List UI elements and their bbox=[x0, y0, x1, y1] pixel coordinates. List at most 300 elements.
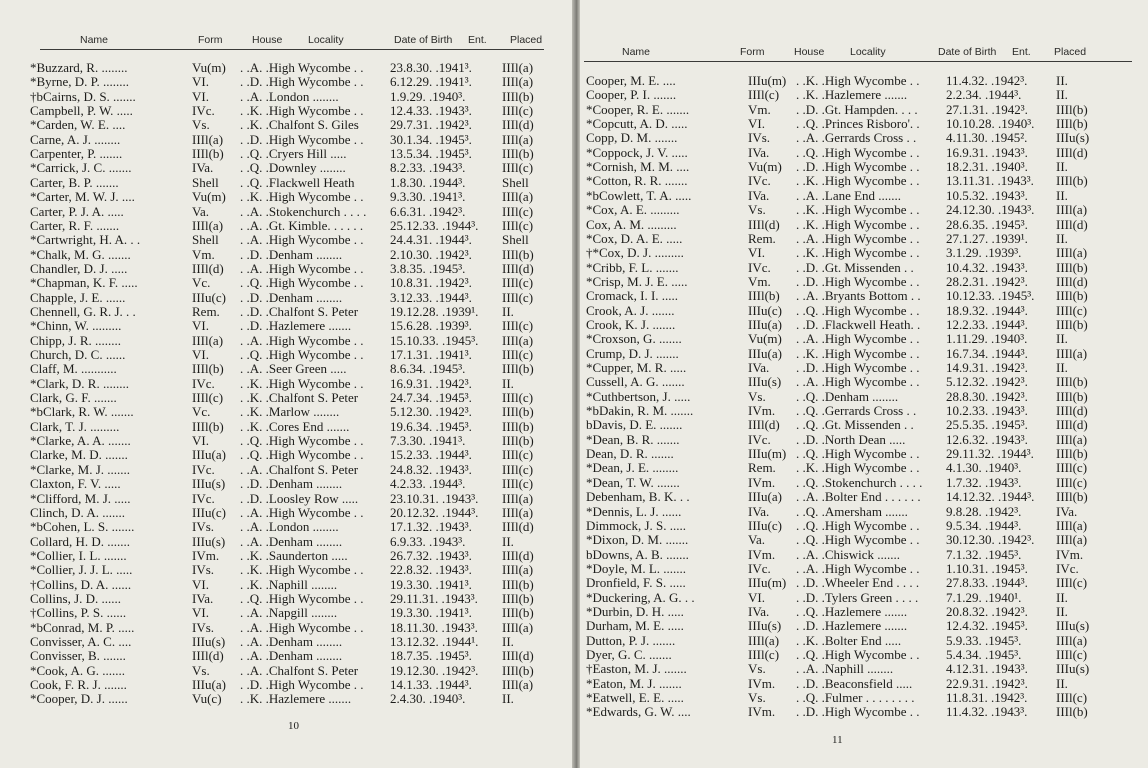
entry-dob-ent: 19.12.30. .1942³. bbox=[390, 662, 479, 678]
entry-form: IIIl(a) bbox=[192, 217, 224, 233]
header-ent: Ent. bbox=[1012, 46, 1031, 58]
entry-placed: IIIl(d) bbox=[1056, 144, 1088, 160]
entry-house-locality: . .K. .High Wycombe . . bbox=[796, 73, 920, 88]
entry-dob-ent: 7.1.32. .1945³. bbox=[946, 546, 1022, 562]
entry-placed: IIIl(a) bbox=[502, 504, 534, 520]
entry-form: IIIu(c) bbox=[192, 504, 226, 520]
entry-form: Vu(c) bbox=[192, 691, 222, 707]
entry-placed: II. bbox=[502, 303, 514, 319]
entry-form: IIIu(s) bbox=[748, 374, 782, 390]
entry-placed: IIIl(c) bbox=[1056, 460, 1088, 476]
header-locality: Locality bbox=[308, 34, 344, 46]
entry-house-locality: . .Q. .Stokenchurch . . . . bbox=[796, 474, 923, 490]
entry-house-locality: . .D. .Gt. Missenden . . bbox=[796, 259, 914, 275]
entry-house-locality: . .K. .Cores End ....... bbox=[240, 418, 350, 434]
entry-placed: IIIl(a) bbox=[1056, 517, 1088, 533]
entry-dob-ent: 2.4.30. .1940³. bbox=[390, 691, 466, 707]
entry-form: Va. bbox=[748, 532, 765, 548]
entry-house-locality: . .A. .Denham ........ bbox=[240, 634, 343, 649]
entry-placed: IIIl(b) bbox=[1056, 388, 1088, 404]
entry-house-locality: . .Q. .High Wycombe . . bbox=[796, 532, 920, 548]
entry-house-locality: . .D. .Beaconsfield ..... bbox=[796, 675, 913, 691]
entry-dob-ent: 10.10.28. .1940³. bbox=[946, 116, 1035, 132]
entry-placed: II. bbox=[1056, 603, 1068, 619]
entry-dob-ent: 29.11.32. .1944³. bbox=[946, 446, 1034, 462]
entry-house-locality: . .K. .Hazlemere ....... bbox=[796, 87, 908, 103]
entry-dob-ent: 9.3.30. .1941³. bbox=[390, 189, 466, 205]
entry-house-locality: . .A. .High Wycombe . . bbox=[240, 332, 364, 348]
entry-form: VI. bbox=[192, 433, 209, 449]
entry-house-locality: . .K. .Bolter End ..... bbox=[796, 632, 902, 648]
entry-form: IIIu(s) bbox=[192, 634, 226, 649]
entry-form: IIIu(s) bbox=[748, 618, 782, 634]
entry-form: IIIl(b) bbox=[192, 418, 224, 434]
entry-dob-ent: 28.6.35. .1945³. bbox=[946, 216, 1028, 232]
entry-name: *Copcutt, A. D. ..... bbox=[586, 116, 688, 132]
header-placed: Placed bbox=[1054, 46, 1087, 58]
entry-form: IIIu(s) bbox=[192, 476, 226, 492]
entry-name: Cook, F. R. J. ....... bbox=[30, 677, 127, 693]
entry-placed: II. bbox=[1056, 159, 1068, 175]
entry-placed: IIIl(b) bbox=[502, 404, 534, 420]
entry-form: IIIl(a) bbox=[192, 131, 224, 147]
entry-name: Collard, H. D. ....... bbox=[30, 533, 131, 549]
entry-house-locality: . .A. .High Wycombe . . bbox=[796, 230, 920, 246]
entry-dob-ent: 29.11.31. .1943³. bbox=[390, 590, 478, 606]
entry-name: Clark, G. F. ....... bbox=[30, 390, 117, 406]
entry-house-locality: . .D. .High Wycombe . . bbox=[240, 74, 364, 90]
entry-name: †Collins, P. S. ...... bbox=[30, 605, 127, 621]
entry-placed: IIIl(b) bbox=[502, 590, 534, 606]
entry-form: VI. bbox=[192, 88, 209, 104]
entry-dob-ent: 3.1.29. .1939³. bbox=[946, 245, 1022, 261]
entry-dob-ent: 29.7.31. .1942³. bbox=[390, 117, 472, 133]
entry-name: Clinch, D. A. ....... bbox=[30, 504, 125, 520]
entry-house-locality: . .A. .Stokenchurch . . . . bbox=[240, 203, 367, 219]
entry-form: Shell bbox=[192, 232, 219, 248]
entry-house-locality: . .A. .High Wycombe . . bbox=[796, 560, 920, 576]
entry-dob-ent: 22.9.31. .1942³. bbox=[946, 675, 1028, 691]
entry-name: *Cartwright, H. A. . . bbox=[30, 232, 141, 248]
entry-form: VI. bbox=[748, 589, 765, 605]
entry-name: *Clifford, M. J. ..... bbox=[30, 490, 131, 506]
entry-form: Rem. bbox=[748, 230, 776, 246]
header-locality: Locality bbox=[850, 46, 886, 58]
entry-house-locality: . .Q. .Hazlemere ....... bbox=[796, 603, 908, 619]
header-dob: Date of Birth bbox=[938, 46, 997, 58]
entry-placed: IIIl(d) bbox=[502, 519, 534, 535]
entry-placed: IIIl(d) bbox=[502, 117, 534, 133]
entry-form: IIIu(m) bbox=[748, 446, 787, 462]
entry-house-locality: . .A. .High Wycombe . . bbox=[240, 260, 364, 276]
entry-placed: IIIl(b) bbox=[1056, 259, 1088, 275]
entry-house-locality: . .A. .Naphill ........ bbox=[796, 661, 894, 677]
entry-dob-ent: 14.1.33. .1944³. bbox=[390, 677, 472, 693]
right-page bbox=[580, 0, 1148, 768]
entry-name: *Cox, A. E. ......... bbox=[586, 202, 680, 218]
entry-house-locality: . .Q. .Downley ........ bbox=[240, 160, 346, 176]
entry-form: IIIu(c) bbox=[748, 517, 782, 533]
entry-placed: IIIl(b) bbox=[1056, 446, 1088, 462]
entry-name: Dyer, G. C. ....... bbox=[586, 647, 672, 662]
entry-form: IVc. bbox=[748, 560, 771, 576]
entry-name: *Dean, J. E. ........ bbox=[586, 460, 679, 476]
entry-house-locality: . .K. .High Wycombe . . bbox=[240, 562, 364, 578]
entry-placed: IIIl(c) bbox=[1056, 690, 1088, 706]
entry-name: Chandler, D. J. ..... bbox=[30, 260, 128, 276]
entry-name: *bConrad, M. P. ..... bbox=[30, 619, 135, 635]
entry-form: Vm. bbox=[748, 273, 771, 289]
entry-dob-ent: 13.5.34. .1945³. bbox=[390, 146, 472, 162]
entry-form: IVa. bbox=[748, 360, 770, 375]
entry-house-locality: . .A. .High Wycombe . . bbox=[240, 504, 364, 520]
entry-name: Carne, A. J. ........ bbox=[30, 131, 121, 147]
entry-form: IIIl(d) bbox=[192, 260, 224, 276]
entry-form: Shell bbox=[192, 174, 219, 190]
entry-placed: IIIl(d) bbox=[502, 260, 534, 276]
entry-house-locality: . .Q. .High Wycombe . . bbox=[240, 590, 364, 606]
entry-form: VI. bbox=[748, 245, 765, 261]
entry-placed: II. bbox=[1056, 675, 1068, 691]
entry-dob-ent: 5.9.33. .1945³. bbox=[946, 632, 1022, 648]
entry-dob-ent: 20.12.32. .1944³. bbox=[390, 504, 479, 520]
entry-house-locality: . .A. .Chiswick ....... bbox=[796, 546, 900, 562]
entry-placed: II. bbox=[1056, 230, 1068, 246]
entry-placed: IIIl(c) bbox=[502, 203, 534, 219]
entry-house-locality: . .K. .High Wycombe . . bbox=[796, 345, 920, 361]
entry-placed: IIIl(a) bbox=[502, 74, 534, 90]
header-form: Form bbox=[198, 34, 223, 46]
entry-name: *Cooper, R. E. ....... bbox=[586, 101, 690, 117]
entry-name: Claff, M. ........... bbox=[30, 361, 117, 377]
entry-form: IVm. bbox=[748, 704, 776, 720]
header-dob: Date of Birth bbox=[394, 34, 453, 46]
entry-form: IIIl(d) bbox=[748, 417, 780, 433]
header-name: Name bbox=[622, 46, 651, 58]
entry-form: Vu(m) bbox=[192, 189, 226, 205]
entry-form: IIIu(m) bbox=[748, 73, 787, 88]
entry-name: Carter, R. F. ....... bbox=[30, 217, 120, 233]
entry-house-locality: . .A. .Gt. Kimble. . . . . . bbox=[240, 217, 364, 233]
entry-name: bDavis, D. E. ....... bbox=[586, 417, 683, 433]
entry-form: Vs. bbox=[748, 690, 766, 706]
entry-form: IIIu(a) bbox=[192, 447, 226, 463]
entry-dob-ent: 20.8.32. .1942³. bbox=[946, 603, 1028, 619]
entry-name: Carter, P. J. A. ..... bbox=[30, 203, 124, 219]
entry-form: Va. bbox=[192, 203, 209, 219]
entry-name: *Byrne, D. P. ........ bbox=[30, 74, 129, 90]
entry-dob-ent: 16.7.34. .1944³. bbox=[946, 345, 1028, 361]
entry-placed: IIIl(a) bbox=[1056, 345, 1088, 361]
entry-dob-ent: 30.12.30. .1942³. bbox=[946, 532, 1035, 548]
entry-form: IIIl(a) bbox=[748, 632, 780, 648]
entry-house-locality: . .Q. .High Wycombe . . bbox=[240, 275, 364, 291]
entry-form: IVs. bbox=[192, 562, 215, 578]
entry-name: *Clarke, M. J. ....... bbox=[30, 461, 131, 477]
entry-name: *Carden, W. E. .... bbox=[30, 117, 126, 133]
entry-name: †*Cox, D. J. ......... bbox=[586, 245, 684, 261]
entry-name: *Carrick, J. C. ....... bbox=[30, 160, 132, 176]
entry-placed: IIIl(b) bbox=[502, 576, 534, 592]
entry-placed: IIIl(d) bbox=[1056, 273, 1088, 289]
entry-house-locality: . .D. .High Wycombe . . bbox=[796, 704, 920, 720]
entry-form: IIIu(m) bbox=[748, 575, 787, 591]
entry-dob-ent: 22.8.32. .1943³. bbox=[390, 562, 472, 578]
entry-form: IVc. bbox=[748, 173, 771, 189]
entry-dob-ent: 10.8.31. .1942³. bbox=[390, 275, 472, 291]
entry-placed: IIIl(a) bbox=[502, 131, 534, 147]
entry-placed: II. bbox=[502, 691, 514, 707]
entry-dob-ent: 27.1.31. .1942³. bbox=[946, 101, 1028, 117]
entry-placed: Shell bbox=[502, 232, 529, 248]
entry-dob-ent: 19.12.28. .1939¹. bbox=[390, 303, 479, 319]
entry-placed: IIIl(a) bbox=[502, 332, 534, 348]
entry-house-locality: . .A. .Gerrards Cross . . bbox=[796, 130, 917, 146]
entry-placed: IIIl(c) bbox=[502, 461, 534, 477]
entry-house-locality: . .Q. .High Wycombe . . bbox=[240, 347, 364, 362]
entry-form: IIIu(a) bbox=[748, 489, 782, 505]
entry-dob-ent: 13.12.32. .1944¹. bbox=[390, 634, 479, 649]
entry-house-locality: . .D. .Tylers Green . . . . bbox=[796, 589, 919, 605]
entry-dob-ent: 18.11.30. .1943³. bbox=[390, 619, 478, 635]
entry-placed: IIIl(c) bbox=[502, 447, 534, 463]
entry-dob-ent: 6.6.31. .1942³. bbox=[390, 203, 466, 219]
entry-placed: II. bbox=[1056, 187, 1068, 203]
entry-placed: IIIl(c) bbox=[502, 347, 534, 362]
entry-dob-ent: 30.1.34. .1945³. bbox=[390, 131, 472, 147]
entry-dob-ent: 24.4.31. .1944³. bbox=[390, 232, 472, 248]
entry-placed: IIIl(a) bbox=[1056, 202, 1088, 218]
entry-placed: IIIl(a) bbox=[502, 562, 534, 578]
entry-house-locality: . .A. .London ........ bbox=[240, 519, 339, 535]
entry-house-locality: . .K. .Hazlemere ....... bbox=[240, 691, 352, 707]
entry-house-locality: . .Q. .Amersham ....... bbox=[796, 503, 908, 519]
entry-placed: IIIl(b) bbox=[1056, 116, 1088, 132]
entry-form: VI. bbox=[192, 347, 209, 362]
entry-name: *Cotton, R. R. ....... bbox=[586, 173, 688, 189]
entry-dob-ent: 7.3.30. .1941³. bbox=[390, 433, 466, 449]
entry-name: *Cook, A. G. ....... bbox=[30, 662, 125, 678]
entry-house-locality: . .Q. .High Wycombe . . bbox=[796, 302, 920, 318]
entry-house-locality: . .Q. .Gerrards Cross . . bbox=[796, 403, 917, 419]
entry-house-locality: . .D. .Denham ........ bbox=[240, 246, 343, 262]
entry-house-locality: . .D. .North Dean ..... bbox=[796, 431, 906, 447]
entry-form: IVa. bbox=[748, 187, 770, 203]
entry-dob-ent: 18.7.35. .1945³. bbox=[390, 648, 472, 664]
entry-form: IVa. bbox=[748, 603, 770, 619]
entry-dob-ent: 19.6.34. .1945³. bbox=[390, 418, 472, 434]
entry-name: Crook, A. J. ....... bbox=[586, 302, 675, 318]
entry-placed: IIIu(s) bbox=[1056, 130, 1090, 146]
entry-placed: II. bbox=[502, 533, 514, 549]
entry-name: *bDakin, R. M. ....... bbox=[586, 403, 694, 419]
entry-name: *Eatwell, E. E. ..... bbox=[586, 690, 684, 706]
entry-form: IVs. bbox=[192, 519, 215, 535]
entry-house-locality: . .D. .High Wycombe . . bbox=[240, 677, 364, 693]
entry-form: IIIu(a) bbox=[192, 677, 226, 693]
entry-house-locality: . .K. .Naphill ........ bbox=[240, 576, 338, 592]
entry-form: IVm. bbox=[748, 403, 776, 419]
entry-form: IVm. bbox=[192, 547, 220, 563]
entry-house-locality: . .A. .Chalfont S. Peter bbox=[240, 461, 359, 477]
entry-placed: IIIl(a) bbox=[502, 189, 534, 205]
entry-house-locality: . .A. .High Wycombe . . bbox=[240, 232, 364, 248]
entry-name: Chapple, J. E. ...... bbox=[30, 289, 126, 305]
entry-placed: IIIl(c) bbox=[502, 476, 534, 492]
entry-placed: IIIl(a) bbox=[1056, 245, 1088, 261]
entry-placed: IIIl(c) bbox=[1056, 575, 1088, 591]
entry-name: *Doyle, M. L. ....... bbox=[586, 560, 687, 576]
entry-form: IVc. bbox=[192, 490, 215, 506]
entry-placed: IIIl(a) bbox=[502, 490, 534, 506]
entry-name: Dean, D. R. ....... bbox=[586, 446, 674, 462]
header-rule bbox=[40, 49, 544, 50]
entry-house-locality: . .D. .Wheeler End . . . . bbox=[796, 575, 920, 591]
entry-dob-ent: 5.12.30. .1942³. bbox=[390, 404, 472, 420]
entry-house-locality: . .Q. .High Wycombe . . bbox=[240, 433, 364, 449]
entry-name: Cooper, P. I. ....... bbox=[586, 87, 677, 103]
entry-name: *Buzzard, R. ........ bbox=[30, 60, 128, 75]
entry-placed: IIIl(c) bbox=[502, 318, 534, 334]
entry-placed: IIIl(a) bbox=[1056, 632, 1088, 648]
entry-house-locality: . .D. .Flackwell Heath. . bbox=[796, 316, 921, 332]
entry-form: IIIu(a) bbox=[748, 345, 782, 361]
entry-dob-ent: 12.6.32. .1943³. bbox=[946, 431, 1028, 447]
entry-name: Chennell, G. R. J. . . bbox=[30, 303, 136, 319]
header-rule bbox=[584, 61, 1132, 62]
entry-placed: IIIl(a) bbox=[1056, 532, 1088, 548]
entry-house-locality: . .Q. .Flackwell Heath bbox=[240, 174, 355, 190]
entry-placed: IIIl(a) bbox=[1056, 431, 1088, 447]
entry-placed: IIIl(c) bbox=[502, 275, 534, 291]
entry-dob-ent: 18.2.31. .1940³. bbox=[946, 159, 1028, 175]
entry-dob-ent: 1.7.32. .1943³. bbox=[946, 474, 1022, 490]
entry-placed: IIIl(b) bbox=[1056, 374, 1088, 390]
entry-name: *Croxson, G. ....... bbox=[586, 331, 682, 347]
entry-dob-ent: 4.11.30. .1945². bbox=[946, 130, 1028, 146]
entry-house-locality: . .A. .Chalfont S. Peter bbox=[240, 662, 359, 678]
entry-dob-ent: 13.11.31. .1943³. bbox=[946, 173, 1034, 189]
entry-dob-ent: 16.9.31. .1943³. bbox=[946, 144, 1028, 160]
entry-form: Vs. bbox=[748, 388, 766, 404]
entry-form: Vs. bbox=[748, 661, 766, 677]
entry-form: Vs. bbox=[192, 117, 210, 133]
entry-dob-ent: 10.5.32. .1943³. bbox=[946, 187, 1028, 203]
entry-form: IIIu(s) bbox=[192, 533, 226, 549]
entry-placed: IIIl(c) bbox=[1056, 474, 1088, 490]
entry-house-locality: . .D. .High Wycombe . . bbox=[240, 131, 364, 147]
header-ent: Ent. bbox=[468, 34, 487, 46]
entry-house-locality: . .K. .Marlow ........ bbox=[240, 404, 340, 420]
entry-name: Convisser, A. C. .... bbox=[30, 634, 132, 649]
entry-form: IVm. bbox=[748, 675, 776, 691]
entry-house-locality: . .Q. .Fulmer . . . . . . . . bbox=[796, 690, 915, 706]
entry-dob-ent: 1.10.31. .1945³. bbox=[946, 560, 1028, 576]
entry-placed: IIIu(s) bbox=[1056, 618, 1090, 634]
entry-name: Claxton, F. V. ..... bbox=[30, 476, 121, 492]
entry-name: *bCohen, L. S. ....... bbox=[30, 519, 135, 535]
entry-placed: IIIl(b) bbox=[1056, 288, 1088, 304]
entry-form: IVm. bbox=[748, 546, 776, 562]
entry-name: Dutton, P. J. ....... bbox=[586, 632, 676, 648]
entry-name: Chipp, J. R. ........ bbox=[30, 332, 122, 348]
entry-dob-ent: 11.4.32. .1942³. bbox=[946, 73, 1028, 88]
entry-name: †Easton, M. J. ....... bbox=[586, 661, 687, 677]
entry-dob-ent: 2.10.30. .1942³. bbox=[390, 246, 472, 262]
entry-house-locality: . .Q. .Denham ........ bbox=[796, 388, 899, 404]
entry-dob-ent: 28.8.30. .1942³. bbox=[946, 388, 1028, 404]
entry-dob-ent: 18.9.32. .1944³. bbox=[946, 302, 1028, 318]
entry-placed: IIIl(b) bbox=[502, 146, 534, 162]
entry-form: IIIl(c) bbox=[192, 390, 224, 406]
entry-house-locality: . .Q. .Gt. Missenden . . bbox=[796, 417, 914, 433]
entry-name: *Duckering, A. G. . . bbox=[586, 589, 695, 605]
entry-house-locality: . .D. .Hazlemere ....... bbox=[240, 318, 352, 334]
entry-placed: IIIl(d) bbox=[1056, 403, 1088, 419]
entry-name: *Dean, T. W. ....... bbox=[586, 474, 680, 490]
entry-house-locality: . .A. .Napgill ........ bbox=[240, 605, 338, 621]
entry-house-locality: . .A. .Bryants Bottom . . bbox=[796, 288, 921, 304]
entry-placed: IIIl(a) bbox=[502, 619, 534, 635]
entry-name: Cussell, A. G. ....... bbox=[586, 374, 685, 390]
entry-name: bDowns, A. B. ....... bbox=[586, 546, 689, 562]
entry-dob-ent: 27.1.27. .1939¹. bbox=[946, 230, 1028, 246]
entry-house-locality: . .K. .High Wycombe . . bbox=[240, 189, 364, 205]
entry-name: Dronfield, F. S. ..... bbox=[586, 575, 686, 591]
entry-placed: IIIl(b) bbox=[502, 88, 534, 104]
entry-house-locality: . .A. .Bolter End . . . . . . bbox=[796, 489, 921, 505]
header-house: House bbox=[252, 34, 283, 46]
entry-name: *Cooper, D. J. ...... bbox=[30, 691, 128, 707]
entry-house-locality: . .K. .High Wycombe . . bbox=[796, 460, 920, 476]
entry-name: Carter, B. P. ....... bbox=[30, 174, 119, 190]
entry-form: IIIl(d) bbox=[748, 216, 780, 232]
entry-dob-ent: 5.12.32. .1942³. bbox=[946, 374, 1028, 390]
entry-dob-ent: 4.12.31. .1943³. bbox=[946, 661, 1028, 677]
entry-form: IVc. bbox=[748, 431, 771, 447]
entry-house-locality: . .K. .Saunderton ..... bbox=[240, 547, 348, 563]
entry-form: IVs. bbox=[748, 130, 771, 146]
header-name: Name bbox=[80, 34, 109, 46]
entry-name: Cox, A. M. ......... bbox=[586, 216, 677, 232]
entry-house-locality: . .A. .Denham ........ bbox=[240, 533, 343, 549]
entry-dob-ent: 23.10.31. .1943³. bbox=[390, 490, 479, 506]
entry-placed: IIIl(b) bbox=[1056, 316, 1088, 332]
entry-dob-ent: 1.9.29. .1940³. bbox=[390, 88, 466, 104]
entry-placed: IIIl(b) bbox=[502, 418, 534, 434]
entry-form: IVc. bbox=[192, 461, 215, 477]
entry-form: IIIl(c) bbox=[748, 647, 780, 662]
entry-placed: Shell bbox=[502, 174, 529, 190]
entry-placed: IIIl(c) bbox=[502, 103, 534, 119]
entry-placed: IIIl(b) bbox=[502, 246, 534, 262]
entry-dob-ent: 17.1.32. .1943³. bbox=[390, 519, 472, 535]
entry-placed: IIIl(b) bbox=[502, 662, 534, 678]
entry-house-locality: . .D. .High Wycombe . . bbox=[796, 273, 920, 289]
entry-placed: II. bbox=[1056, 87, 1068, 103]
entry-form: Vu(m) bbox=[748, 159, 782, 175]
entry-name: *Crisp, M. J. E. ..... bbox=[586, 273, 688, 289]
entry-dob-ent: 19.3.30. .1941³. bbox=[390, 605, 472, 621]
entry-house-locality: . .A. .High Wycombe . . bbox=[240, 60, 364, 75]
entry-dob-ent: 14.9.31. .1942³. bbox=[946, 360, 1028, 375]
entry-house-locality: . .K. .High Wycombe . . bbox=[796, 173, 920, 189]
header-house: House bbox=[794, 46, 825, 58]
entry-form: VI. bbox=[192, 605, 209, 621]
entry-name: Crook, K. J. ....... bbox=[586, 316, 676, 332]
entry-placed: IIIl(c) bbox=[502, 289, 534, 305]
entry-form: IVm. bbox=[748, 474, 776, 490]
